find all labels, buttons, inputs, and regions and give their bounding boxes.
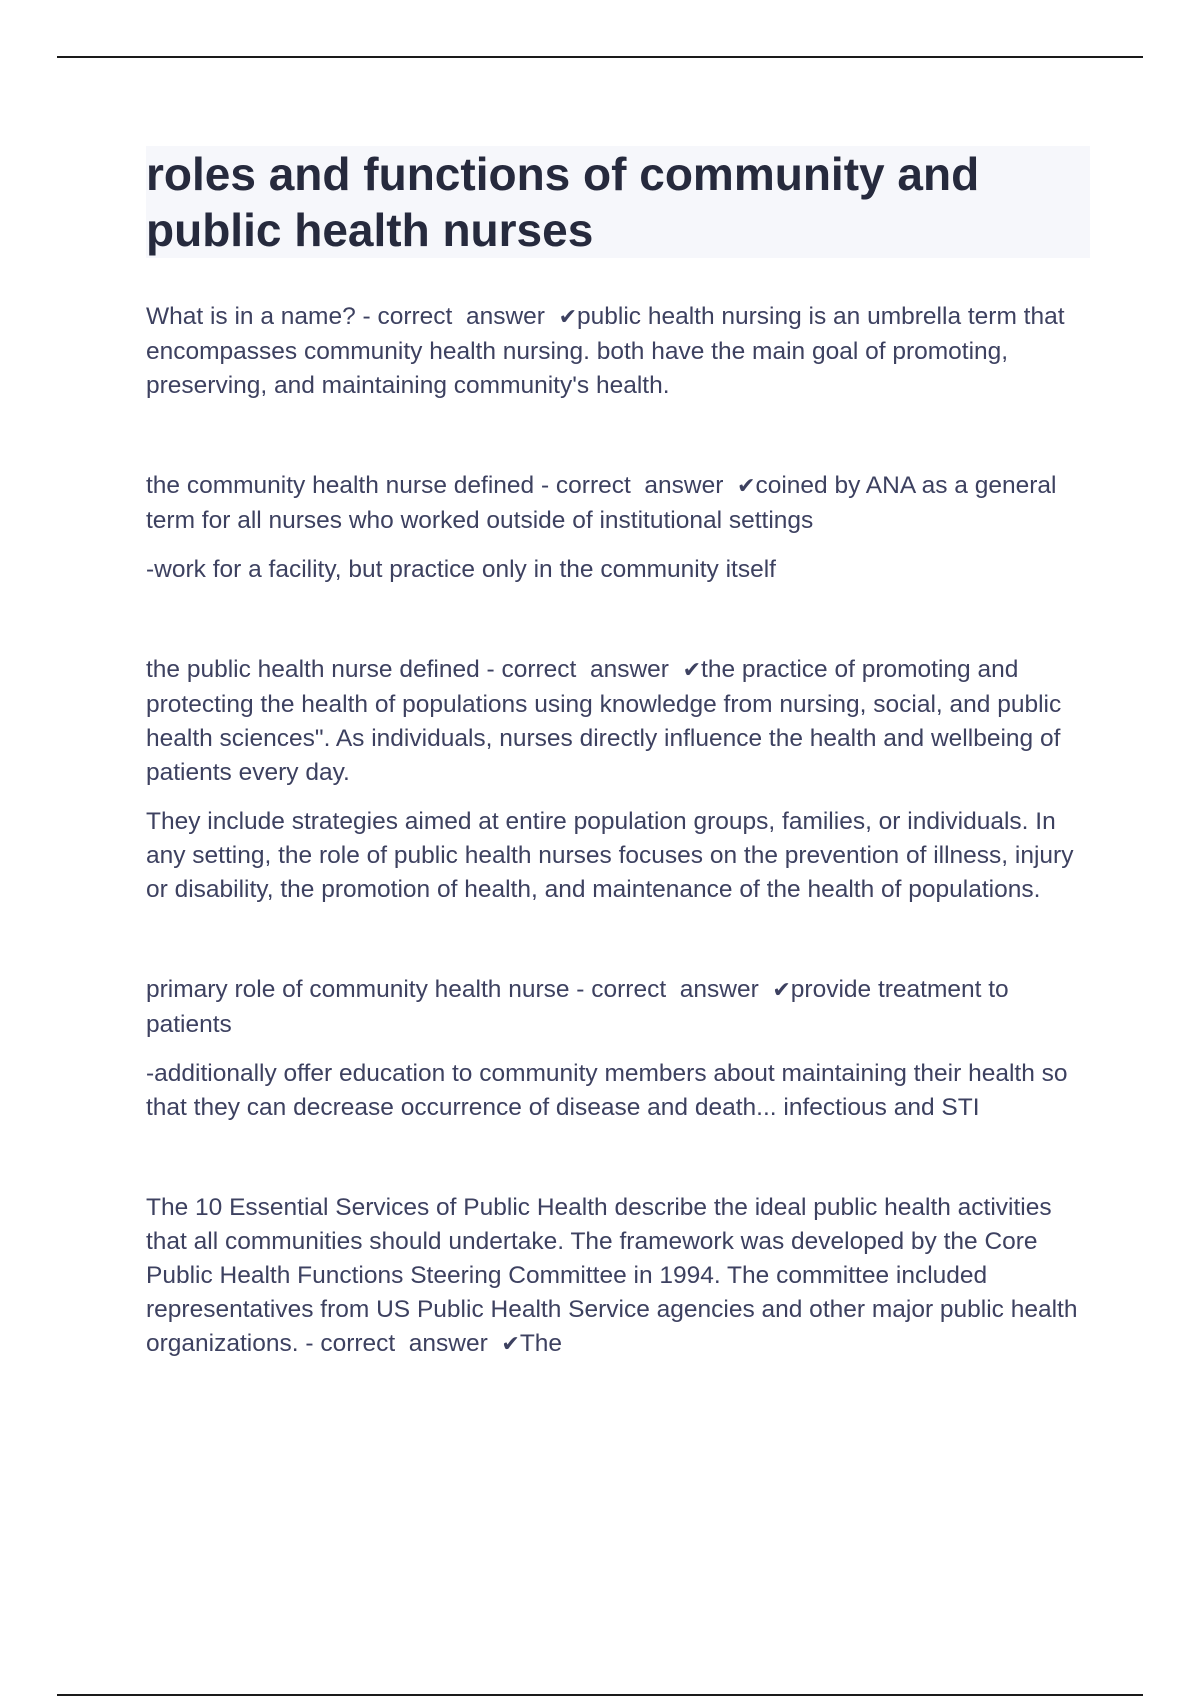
answer-text: provide treatment to patients — [146, 976, 1009, 1038]
top-rule — [57, 56, 1143, 58]
answer-text: public health nursing is an umbrella term that encompasses community health nursing. both have the main goal of promoting, preserving, and maintaining community's health. — [146, 303, 1065, 399]
answer-separator: - correct answer — [569, 976, 773, 1003]
document-title: roles and functions of community and public health nurses — [146, 148, 980, 256]
qa-card-2-line-1 — [146, 469, 1090, 538]
qa-card-2 — [146, 469, 1090, 587]
qa-card-4 — [146, 973, 1090, 1125]
qa-card-3 — [146, 653, 1090, 907]
answer-paragraph: -work for a facility, but practice only in the community itself — [146, 556, 776, 583]
question-text: the public health nurse defined — [146, 656, 480, 683]
qa-card-1-line-1 — [146, 300, 1090, 403]
checkmark-icon: ✔ — [737, 474, 756, 499]
answer-text: The — [519, 1330, 563, 1357]
checkmark-icon: ✔ — [682, 658, 702, 683]
checkmark-icon: ✔ — [501, 1332, 520, 1357]
answer-separator: - correct answer — [298, 1330, 502, 1357]
answer-separator: - correct answer — [479, 656, 683, 683]
checkmark-icon: ✔ — [772, 978, 791, 1003]
answer-text: coined by ANA as a general term for all nurses who worked outside of institutional settings — [146, 472, 1057, 534]
answer-paragraph: They include strategies aimed at entire population groups, families, or individuals. In any setting, the role of public health nurses focuses on the prevention of illness, injury or disability, the promotion of health, and maintenance of the health of populations. — [146, 808, 1074, 903]
qa-card-5 — [146, 1191, 1090, 1362]
question-text: primary role of community health nurse — [146, 976, 570, 1003]
question-text: The 10 Essential Services of Public Health describe the ideal public health activities that all communities should undertake. The framework was developed by the Core Public Health Functions Steering Committee in 1994. The committee included representatives from US Public Health Service agencies and other major public health organizations. — [146, 1194, 1078, 1357]
question-text: the community health nurse defined — [146, 472, 535, 499]
qa-card-5-line-1 — [146, 1191, 1090, 1362]
qa-card-3-line-1 — [146, 653, 1090, 790]
qa-card-1 — [146, 300, 1090, 403]
answer-separator: - correct answer — [355, 303, 559, 330]
qa-card-4-line-1 — [146, 973, 1090, 1042]
checkmark-icon: ✔ — [558, 305, 578, 330]
question-text: What is in a name? — [146, 303, 356, 330]
bottom-rule — [57, 1694, 1143, 1696]
answer-paragraph: -additionally offer education to community members about maintaining their health so that they can decrease occurrence of disease and death... infectious and STI — [146, 1060, 1068, 1121]
answer-text: the practice of promoting and protecting the health of populations using knowledge from nursing, social, and public health sciences". As individuals, nurses directly influence the health and wellbeing of patients every day. — [146, 656, 1062, 786]
title-banner — [146, 146, 1090, 258]
document-body — [146, 146, 1090, 1362]
answer-separator: - correct answer — [534, 472, 738, 499]
